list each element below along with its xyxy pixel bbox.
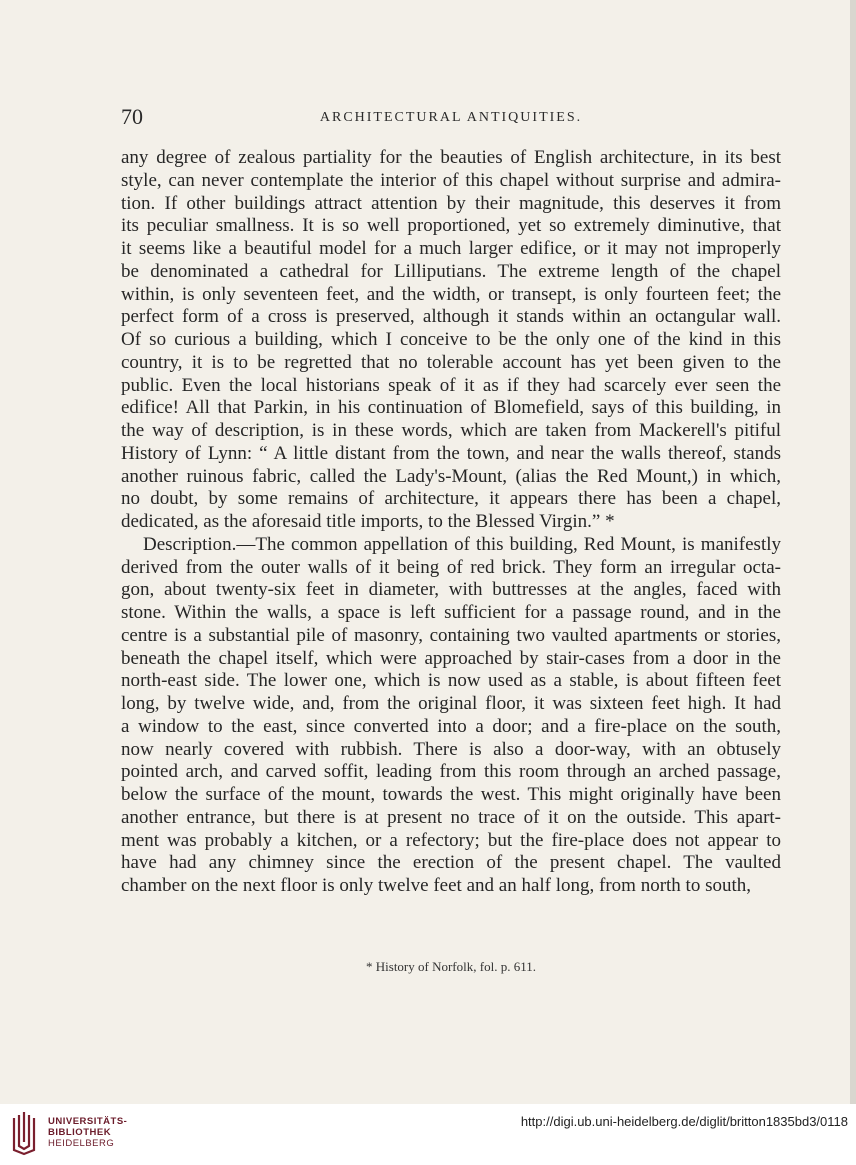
text-line: within, is only seventeen feet, and the width, or transept, is only fourteen feet; the <box>121 283 781 305</box>
text-line: have had any chimney since the erection of the present chapel. The vaulted <box>121 852 781 874</box>
text-line: pointed arch, and carved soffit, leading from this room through an arched passage, <box>121 761 781 783</box>
text-line: derived from the outer walls of it being of red brick. They form an irregular octa- <box>121 556 781 578</box>
text-line: History of Lynn: “ A little distant from the town, and near the walls thereof, stands <box>121 442 781 464</box>
text-line: tion. If other buildings attract attention by their magnitude, this deserves it from <box>121 192 781 214</box>
text-line: Of so curious a building, which I conceive to be the only one of the kind in this <box>121 329 781 350</box>
text-line: ment was probably a kitchen, or a refectory; but the fire-place does not appear to <box>121 829 781 851</box>
library-name-line3: HEIDELBERG <box>48 1138 115 1149</box>
text-line: now nearly covered with rubbish. There is also a door-way, with an obtusely <box>121 738 781 760</box>
footnote: * History of Norfolk, fol. p. 611. <box>366 959 536 974</box>
text-line: chamber on the next floor is only twelve feet and an half long, from north to south, <box>121 875 752 896</box>
text-line: a window to the east, since converted into a door; and a fire-place on the south, <box>121 715 781 737</box>
text-line: stone. Within the walls, a space is left sufficient for a passage round, and in the <box>121 602 781 623</box>
text-line: below the surface of the mount, towards the west. This might originally have been <box>121 784 781 805</box>
text-line: edifice! All that Parkin, in his continuation of Blomefield, says of this building, in <box>121 397 781 419</box>
library-name-line2: BIBLIOTHEK <box>48 1127 112 1138</box>
text-line: gon, about twenty-six feet in diameter, with buttresses at the angles, faced with <box>121 579 781 601</box>
text-line: its peculiar smallness. It is so well proportioned, yet so extremely diminutive, that <box>121 215 781 237</box>
body-text <box>121 147 781 898</box>
page-number: 70 <box>121 104 143 129</box>
text-line: another ruinous fabric, called the Lady's-Mount, (alias the Red Mount,) in which, <box>121 465 781 487</box>
text-line: another entrance, but there is at present no trace of it on the outside. This apart- <box>121 806 781 828</box>
text-line: style, can never contemplate the interior of this chapel without surprise and admira- <box>121 169 781 191</box>
text-line: public. Even the local historians speak of it as if they had scarcely ever seen the <box>121 374 781 396</box>
text-line: be denominated a cathedral for Lilliputians. The extreme length of the chapel <box>121 260 781 282</box>
text-line: Description.—The common appellation of this building, Red Mount, is manifestly <box>143 533 781 555</box>
source-url[interactable]: http://digi.ub.uni-heidelberg.de/diglit/britton1835bd3/0118 <box>520 1114 848 1129</box>
text-line: north-east side. The lower one, which is now used as a stable, is about fifteen feet <box>121 670 781 692</box>
text-line: the way of description, is in these words, which are taken from Mackerell's pitiful <box>121 420 781 441</box>
text-line: country, it is to be regretted that no tolerable account has yet been given to the <box>121 351 781 373</box>
text-line: any degree of zealous partiality for the beauties of English architecture, in its best <box>121 147 781 168</box>
text-line: perfect form of a cross is preserved, although it stands within an octangular wall. <box>121 306 781 328</box>
library-name-line1: UNIVERSITÄTS- <box>48 1116 128 1127</box>
text-line: long, by twelve wide, and, from the original floor, it was sixteen feet high. It had <box>121 693 781 714</box>
footer-bar <box>0 1104 856 1165</box>
paragraph-1 <box>121 147 781 534</box>
text-line: centre is a substantial pile of masonry, containing two vaulted apartments or stories, <box>121 624 781 646</box>
text-line: it seems like a beautiful model for a much larger edifice, or it may not improperly <box>121 238 781 259</box>
library-logo-icon <box>10 1110 38 1156</box>
paragraph-2 <box>121 534 781 898</box>
text-line: beneath the chapel itself, which were approached by stair-cases from a door in the <box>121 647 781 669</box>
text-line: dedicated, as the aforesaid title imports, to the Blessed Virgin.” * <box>121 511 615 532</box>
library-name <box>48 1116 127 1149</box>
page-header <box>121 104 781 134</box>
text-line: no doubt, by some remains of architecture, it appears there has been a chapel, <box>121 488 781 510</box>
running-title: ARCHITECTURAL ANTIQUITIES. <box>319 110 583 125</box>
